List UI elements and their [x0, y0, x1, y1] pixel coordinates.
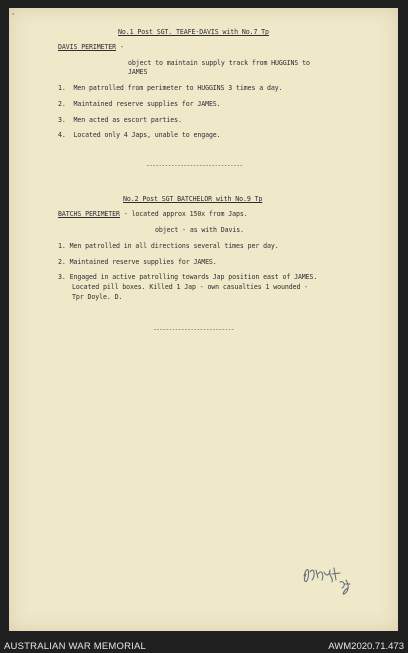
handwritten-signature	[298, 562, 358, 600]
item-text: Engaged in active patrolling towards Jap position east of JAMES.	[69, 273, 318, 281]
archive-footer	[0, 631, 408, 653]
post1-item-1	[58, 84, 282, 92]
post2-item-3-line2: Located pill boxes. Killed 1 Jap - own casualties 1 wounded -	[72, 283, 309, 291]
post2-perimeter-rest: - located approx 150x from Japs.	[119, 210, 248, 218]
item-number: 1.	[58, 84, 66, 92]
item-text: Men patrolled in all directions several times per day.	[69, 242, 279, 250]
footer-accession-number: AWM2020.71.473	[328, 641, 404, 652]
post1-object-line1: object to maintain supply track from HUGGINS to	[128, 59, 310, 67]
post1-separator: -------------------------------	[146, 162, 243, 169]
footer-institution: AUSTRALIAN WAR MEMORIAL	[4, 641, 147, 652]
post2-item-2	[58, 258, 217, 266]
item-text: Men patrolled from perimeter to HUGGINS 3 times a day.	[73, 84, 283, 92]
post2-item-1	[58, 242, 279, 250]
post1-perimeter-dash: -	[119, 43, 124, 51]
item-number: 4.	[58, 131, 66, 139]
item-number: 3.	[58, 273, 66, 281]
post2-object-line: object - as with Davis.	[155, 226, 245, 234]
post1-header: No.1 Post SGT. TEAFE-DAVIS with No.7 Tp	[118, 28, 269, 36]
item-text: Located only 4 Japs, unable to engage.	[73, 131, 221, 139]
post2-perimeter-line	[58, 210, 248, 218]
item-number: 2.	[58, 258, 66, 266]
post1-item-2	[58, 100, 221, 108]
item-text: Maintained reserve supplies for JAMES.	[73, 100, 221, 108]
item-text: Maintained reserve supplies for JAMES.	[69, 258, 217, 266]
post1-object-line2: JAMES	[128, 68, 148, 76]
post2-item-3	[58, 273, 317, 281]
item-number: 3.	[58, 116, 66, 124]
post1-item-3	[58, 116, 182, 124]
margin-mark: '	[11, 12, 16, 20]
post2-separator: --------------------------	[153, 326, 234, 333]
item-number: 1.	[58, 242, 66, 250]
post1-perimeter-line	[58, 43, 124, 51]
post2-header: No.2 Post SGT BATCHELOR with No.9 Tp	[123, 195, 263, 203]
post2-perimeter-label: BATCHS PERIMETER	[58, 210, 120, 218]
post1-item-4	[58, 131, 221, 139]
post2-item-3-line3: Tpr Doyle. D.	[72, 293, 123, 301]
item-number: 2.	[58, 100, 66, 108]
post1-perimeter-label: DAVIS PERIMETER	[58, 43, 117, 51]
item-text: Men acted as escort parties.	[73, 116, 182, 124]
